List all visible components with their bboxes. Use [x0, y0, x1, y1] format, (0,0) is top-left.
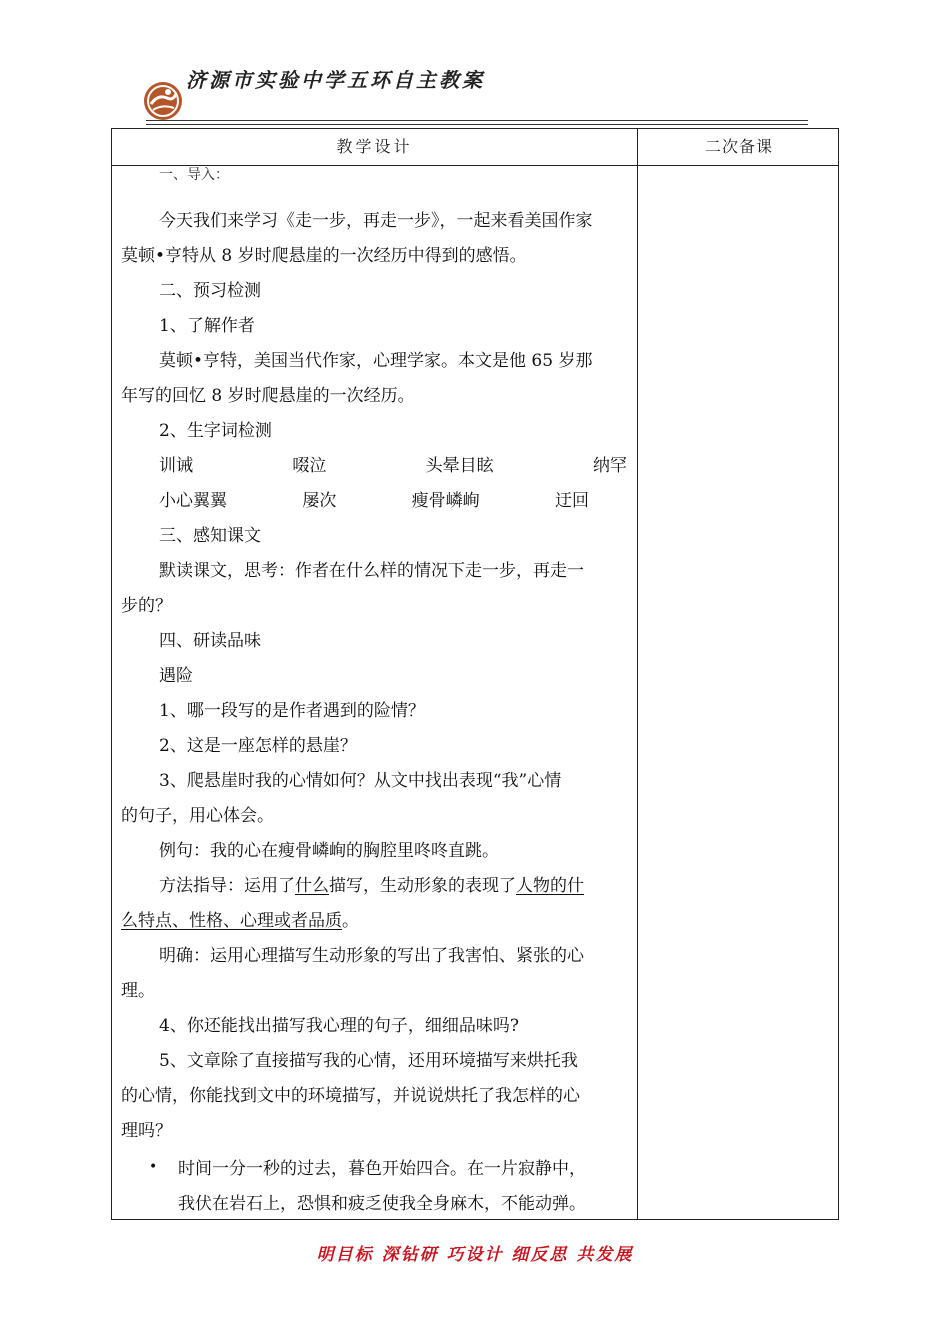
answer-line: 明确：运用心理描写生动形象的写出了我害怕、紧张的心 — [159, 946, 584, 966]
school-name: 济源市实验中学五环自主教案 — [186, 68, 485, 92]
page-header — [140, 62, 808, 128]
vocab-row — [159, 456, 627, 476]
paragraph-line: 年写的回忆 8 岁时爬悬崖的一次经历。 — [121, 386, 415, 406]
question: 2、这是一座怎样的悬崖？ — [159, 736, 357, 756]
header-rule — [146, 124, 808, 125]
method-text: 。 — [342, 911, 359, 931]
vocab-word: 屡次 — [302, 491, 337, 511]
column-divider — [637, 129, 638, 1219]
vocab-word: 瘦骨嶙峋 — [411, 491, 480, 511]
subsection-title: 遇险 — [159, 666, 193, 686]
item-heading: 1、了解作者 — [159, 316, 255, 336]
method-text: 方法指导：运用了 — [159, 876, 295, 896]
footer-motto: 明目标 深钻研 巧设计 细反思 共发展 — [316, 1245, 634, 1265]
vocab-word: 训诫 — [159, 456, 193, 476]
vocab-word: 纳罕 — [592, 456, 627, 476]
vocab-word: 小心翼翼 — [159, 491, 227, 511]
section-title: 一、导入： — [159, 167, 229, 183]
quote-line: 时间一分一秒的过去，暮色开始四合。在一片寂静中， — [178, 1159, 586, 1179]
lesson-table — [111, 128, 839, 1220]
col-second-prep: 二次备课 — [704, 137, 773, 156]
method-blank: 么特点、性格、心理或者品质 — [121, 911, 342, 931]
vocab-row — [159, 491, 589, 511]
header-rule — [146, 120, 808, 121]
paragraph-line: 默读课文，思考：作者在什么样的情况下走一步，再走一 — [159, 561, 584, 581]
method-guide — [159, 876, 584, 896]
question: 的心情，你能找到文中的环境描写，并说说烘托了我怎样的心 — [121, 1086, 580, 1106]
vocab-word: 啜泣 — [292, 456, 327, 476]
method-text: 描写，生动形象的表现了 — [329, 876, 516, 896]
method-guide — [121, 911, 359, 931]
example-sentence: 例句：我的心在瘦骨嶙峋的胸腔里咚咚直跳。 — [159, 841, 499, 861]
school-logo-icon — [142, 80, 184, 122]
question: 1、哪一段写的是作者遇到的险情？ — [159, 701, 425, 721]
paragraph-line: 莫顿•亨特，美国当代作家，心理学家。本文是他 65 岁那 — [159, 351, 593, 371]
question: 的句子，用心体会。 — [121, 806, 274, 826]
section-title: 二、预习检测 — [159, 281, 261, 301]
answer-line: 理。 — [121, 981, 155, 1001]
question: 4、你还能找出描写我心理的句子，细细品味吗? — [159, 1016, 519, 1036]
question: 理吗？ — [121, 1121, 172, 1141]
question: 3、爬悬崖时我的心情如何？从文中找出表现“我”心情 — [159, 771, 562, 791]
section-title: 三、感知课文 — [159, 526, 261, 546]
method-blank: 什么 — [295, 876, 329, 896]
question: 5、文章除了直接描写我的心情，还用环境描写来烘托我 — [159, 1051, 578, 1071]
item-heading: 2、生字词检测 — [159, 421, 272, 441]
vocab-word: 迂回 — [554, 491, 589, 511]
section-title: 四、研读品味 — [159, 631, 261, 651]
vocab-word: 头晕目眩 — [425, 456, 494, 476]
paragraph-line: 莫顿•亨特从 8 岁时爬悬崖的一次经历中得到的感悟。 — [121, 246, 527, 266]
table-header-row — [112, 129, 838, 166]
method-blank: 人物的什 — [516, 876, 584, 896]
paragraph-line: 今天我们来学习《走一步，再走一步》，一起来看美国作家 — [159, 211, 593, 231]
paragraph-line: 步的？ — [121, 596, 172, 616]
quote-line: 我伏在岩石上，恐惧和疲乏使我全身麻木，不能动弹。 — [178, 1194, 586, 1214]
bullet-icon: • — [149, 1159, 158, 1175]
col-teaching-design: 教学设计 — [336, 137, 413, 156]
